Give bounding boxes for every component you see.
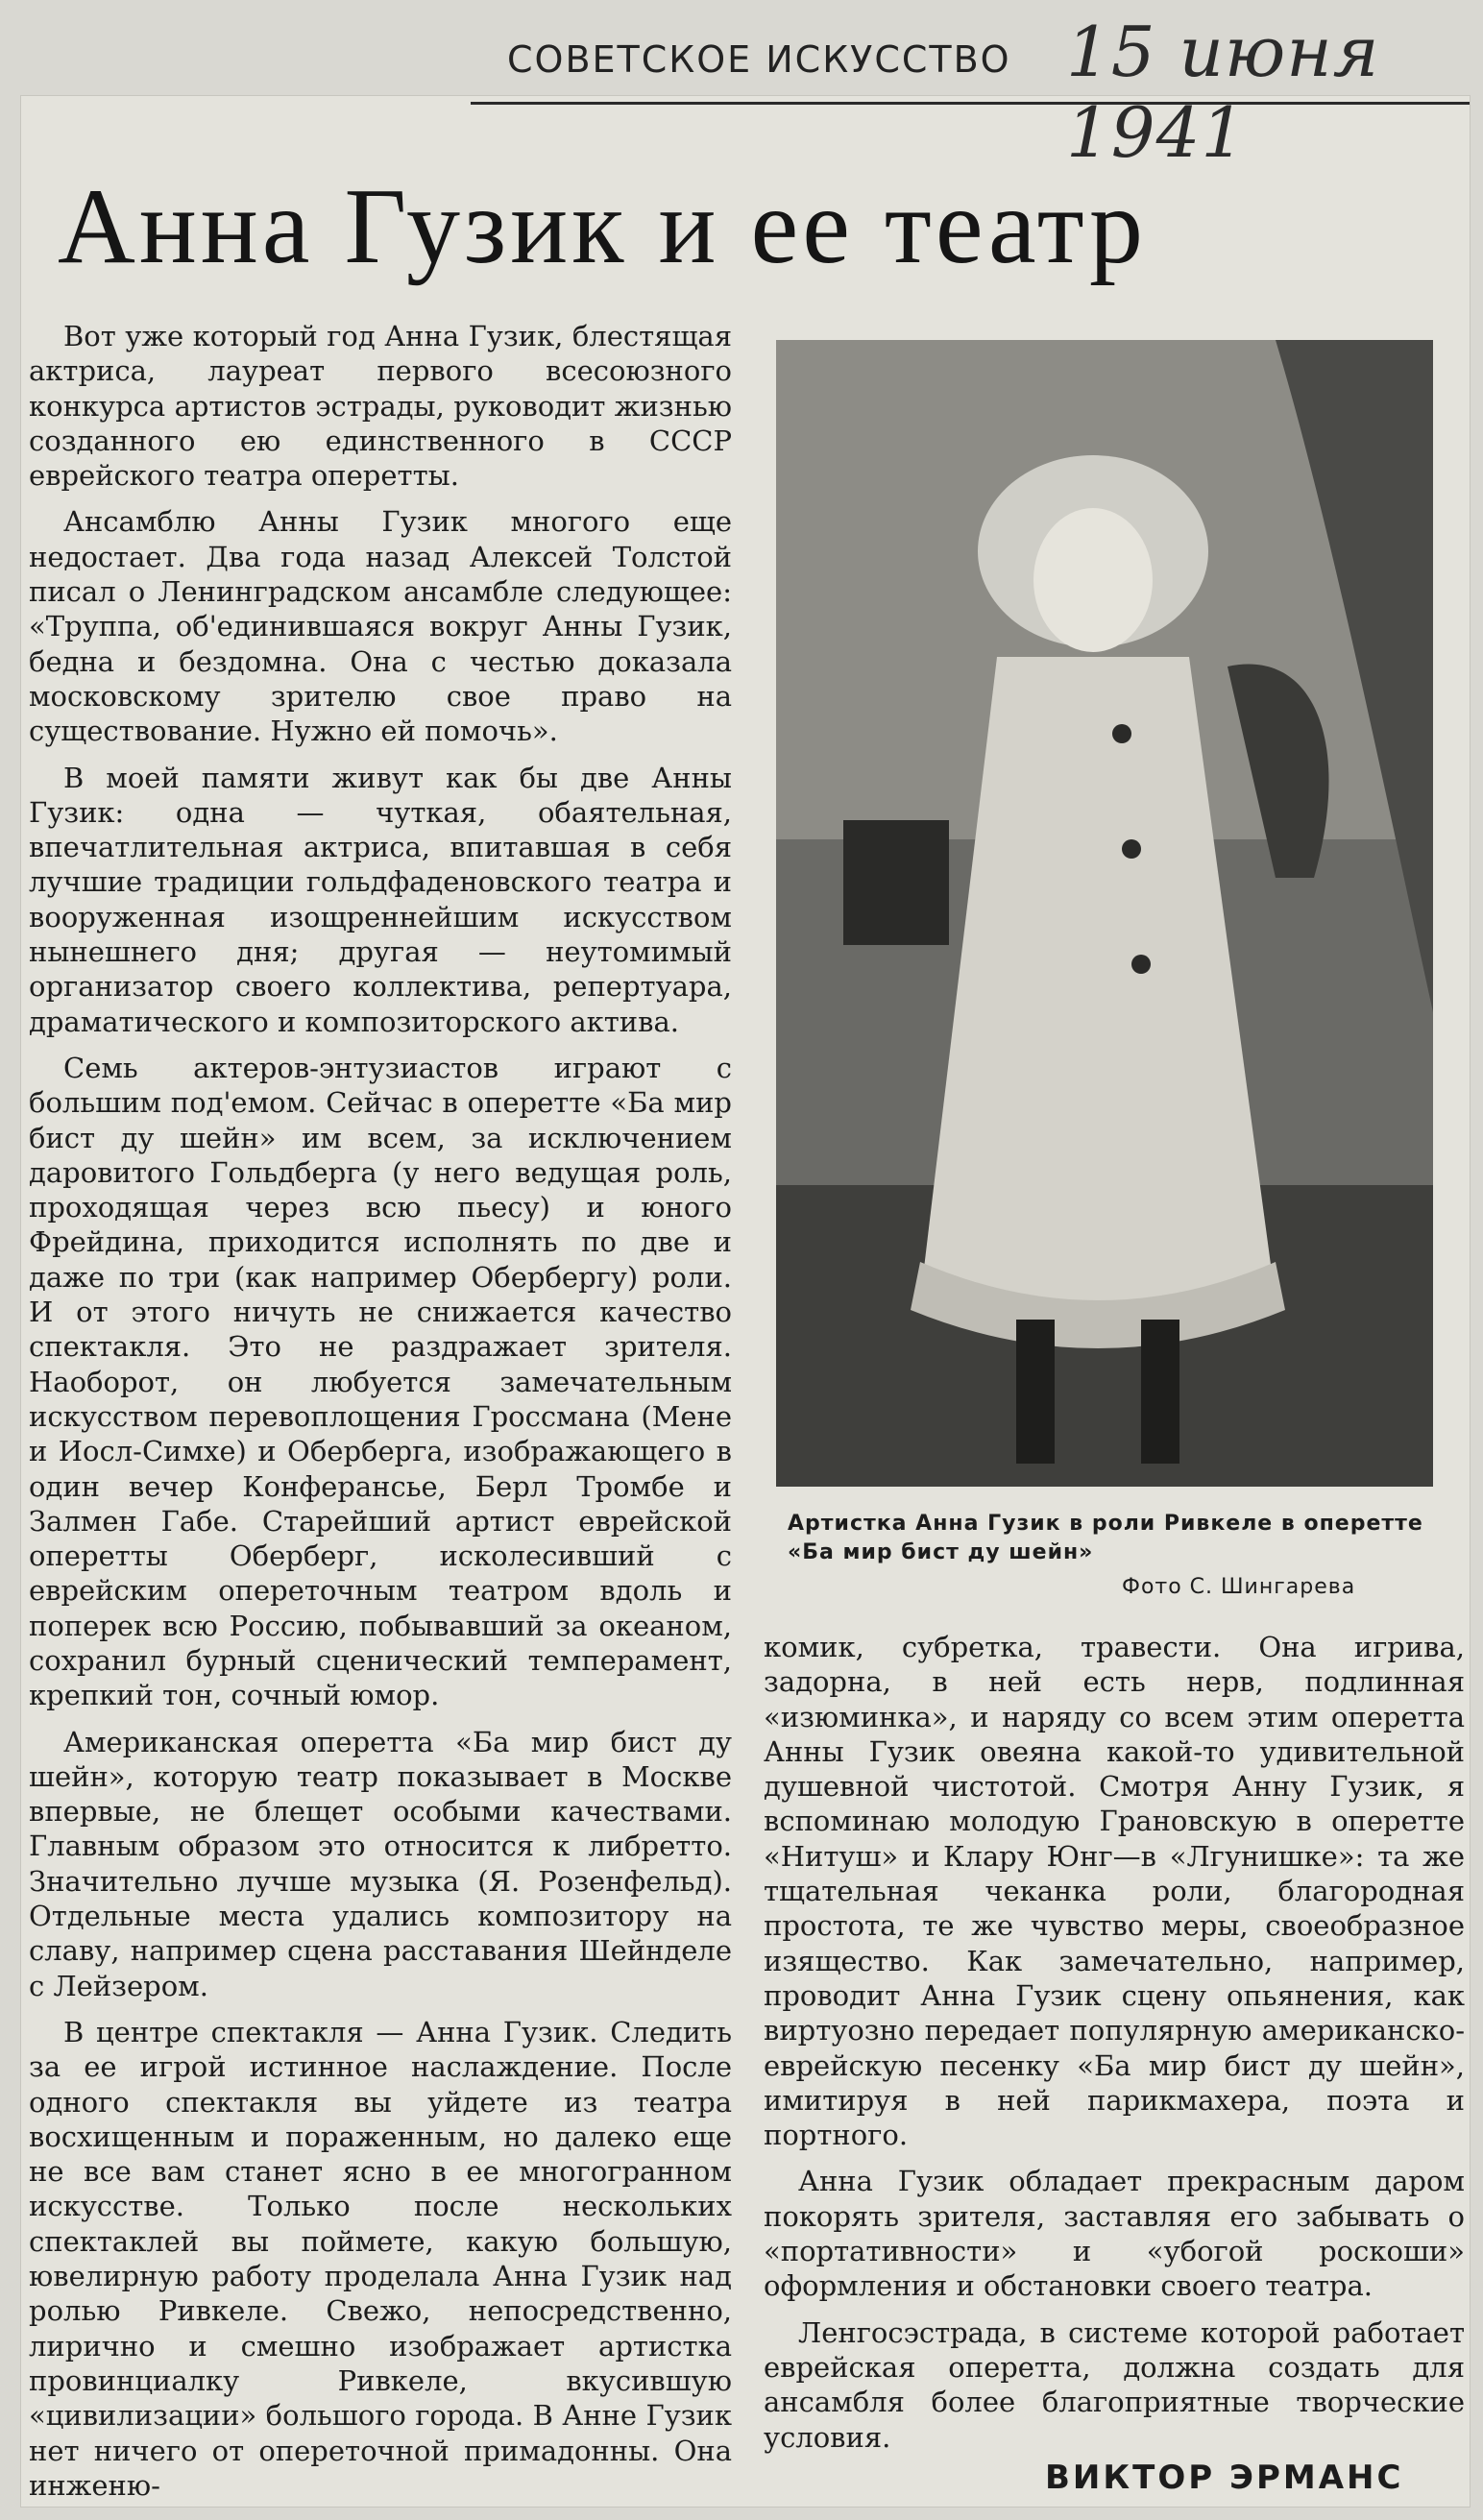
paragraph: В центре спектакля — Анна Гузик. Следить за ее игрой истинное наслаждение. После одного спектакля вы уйдете из театра восхищенным и пораженным, но далеко еще не все вам станет ясно в ее многогранном искусстве. Только после нескольких спектаклей вы поймете, какую большую, ювелирную работу проделала Анна Гузик над ролью Ривкеле. Свежо, непосредственно, лирично и смешно изображает артистка провинциалку Ривкеле, вкусившую «цивилизации» большого города. В Анне Гузик нет ничего от опереточной примадонны. Она инженю- <box>29 2015 732 2502</box>
photo-illustration <box>776 340 1433 1487</box>
paragraph: Ансамблю Анны Гузик многого еще недостает. Два года назад Алексей Толстой писал о Ленинградском ансамбле следующее: «Труппа, об'единившаяся вокруг Анны Гузик, бедна и бездомна. Она с честью доказала московскому зрителю свое право на существование. Нужно ей помочь». <box>29 505 732 748</box>
paragraph: Вот уже который год Анна Гузик, блестящая актриса, лауреат первого всесоюзного конкурса артистов эстрады, руководит жизнью созданного ею единственного в СССР еврейского театра оперетты. <box>29 320 732 493</box>
paragraph: В моей памяти живут как бы две Анны Гузик: одна — чуткая, обаятельная, впечатлительная актриса, впитавшая в себя лучшие традиции гольдфаденовского театра и вооруженная изощреннейшим искусством нынешнего дня; другая — неутомимый организатор своего коллектива, репертуара, драматического и композиторского актива. <box>29 761 732 1038</box>
paragraph: комик, субретка, травести. Она игрива, задорна, в ней есть нерв, подлинная «изюминка», и наряду со всем этим оперетта Анны Гузик овеяна какой-то удивительной душевной чистотой. Смотря Анну Гузик, я вспоминаю молодую Грановскую в оперетте «Нитуш» и Клару Юнг—в «Лгунишке»: та же тщательная чеканка роли, благородная простота, те же чувство меры, своеобразное изящество. Как замечательно, например, проводит Анна Гузик сцену опьянения, как виртуозно передает популярную американско-еврейскую песенку «Ба мир бист ду шейн», имитируя в ней парикмахера, поэта и портного. <box>764 1631 1465 2152</box>
paragraph: Семь актеров-энтузиастов играют с большим под'емом. Сейчас в оперетте «Ба мир бист ду шейн» им всем, за исключением даровитого Гольдберга (у него ведущая роль, проходящая через всю пьесу) и юного Фрейдина, приходится исполнять по две и даже по три (как например Обербергу) роли. И от этого ничуть не снижается качество спектакля. Это не раздражает зрителя. Наоборот, он любуется замечательным искусством перевоплощения Гроссмана (Мене и Иосл-Симхе) и Оберберга, изображающего в один вечер Конферансье, Берл Тромбе и Залмен Габе. Старейший артист еврейской оперетты Оберберг, исколесивший с еврейским опереточным театром вдоль и поперек всю Россию, побывавший за океаном, сохранил бурный сценический темперамент, крепкий тон, сочный юмор. <box>29 1051 732 1712</box>
author-signature: ВИКТОР ЭРМАНС <box>1045 2459 1404 2497</box>
paragraph: Ленгосэстрада, в системе которой работает еврейская оперетта, должна создать для ансамбля более благоприятные творческие условия. <box>764 2315 1465 2454</box>
right-column <box>764 1630 1465 2466</box>
paragraph: Анна Гузик обладает прекрасным даром покорять зрителя, заставляя его забывать о «портативности» и «убогой роскоши» оформления и обстановки своего театра. <box>764 2165 1465 2303</box>
paragraph: Американская оперетта «Ба мир бист ду шейн», которую театр показывает в Москве впервые, не блещет особыми качествами. Главным образом это относится к либретто. Значительно лучше музыка (Я. Розенфельд). Отдельные места удались композитору на славу, например сцена расставания Шейнделе с Лейзером. <box>29 1725 732 2002</box>
handwritten-date: 15 июня 1941 <box>1066 12 1380 173</box>
photo-caption: Артистка Анна Гузик в роли Ривкеле в оперетте «Ба мир бист ду шейн» <box>788 1512 1423 1564</box>
left-column <box>29 319 732 2514</box>
article-headline: Анна Гузик и ее театр <box>58 167 1148 286</box>
newspaper-name: СОВЕТСКОЕ ИСКУССТВО <box>507 38 1011 81</box>
actress-photo <box>776 340 1433 1487</box>
photo-credit: Фото С. Шингарева <box>1122 1575 1356 1599</box>
